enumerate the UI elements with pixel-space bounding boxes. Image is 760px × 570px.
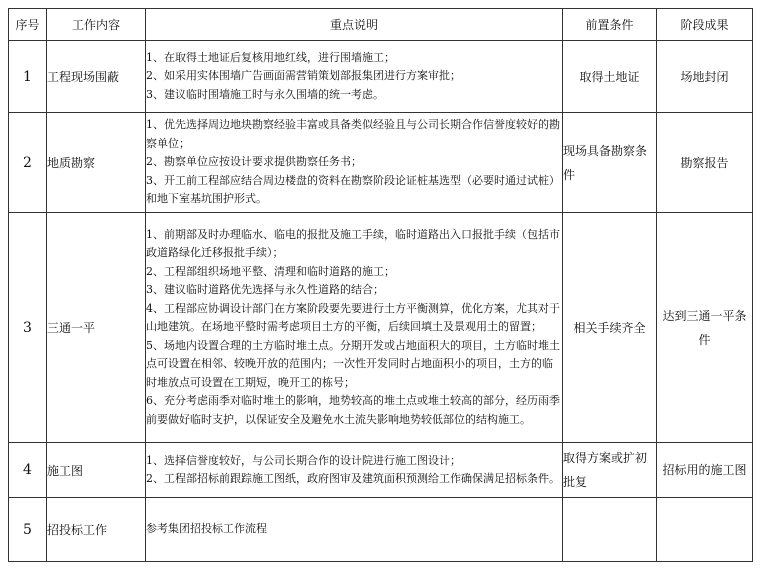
row-work: 招投标工作: [47, 498, 146, 562]
row-number: 1: [9, 41, 47, 113]
row-number: 4: [9, 443, 47, 498]
row-precondition: 相关手续齐全: [563, 213, 657, 443]
note-line: 2、工程部招标前跟踪施工图纸，政府图审及建筑面积预测给工作确保满足招标条件。: [146, 472, 560, 485]
header-precondition: 前置条件: [563, 9, 657, 41]
table-row: [9, 443, 753, 498]
row-notes: [146, 113, 563, 213]
row-notes: [146, 213, 563, 443]
row-result: [657, 498, 753, 562]
table-header-row: [9, 9, 753, 41]
row-precondition: 现场具备勘察条件: [563, 113, 657, 213]
note-line: 3、建议临时道路优先选择与永久性道路的结合；: [146, 283, 384, 297]
row-notes: [146, 41, 563, 113]
row-precondition: 取得方案或扩初批复: [563, 443, 657, 498]
work-plan-table: [8, 8, 753, 562]
row-work: 施工图: [47, 443, 146, 498]
note-line: 3、建议临时围墙施工时与永久围墙的统一考虑。: [146, 87, 384, 101]
note-line: 3、开工前工程部应结合周边楼盘的资料在勘察阶段论证桩基选型（必要时通过试桩）和地下室基坑围护形式。: [146, 173, 560, 206]
note-line: 1、前期部及时办理临水、临电的报批及施工手续，临时道路出入口报批手续（包括市政道路绿化迁移报批手续）；: [146, 227, 560, 260]
note-line: 1、优先选择周边地块勘察经验丰富或具备类似经验且与公司长期合作信誉度较好的勘察单位；: [146, 118, 560, 150]
note-line: 6、充分考虑雨季对临时堆土的影响，地势较高的堆土点或堆土较高的部分，经历雨季前要做好临时支护，以保证安全及避免水土流失影响地势较低部位的结构施工。: [146, 394, 560, 426]
header-no: 序号: [9, 9, 47, 41]
note-line: 2、工程部组织场地平整、清理和临时道路的施工；: [146, 264, 395, 278]
header-result: 阶段成果: [657, 9, 753, 41]
row-work: 地质勘察: [47, 113, 146, 213]
row-work: 工程现场围蔽: [47, 41, 146, 113]
note-line: 2、如采用实体围墙广告画面需营销策划部报集团进行方案审批；: [146, 69, 461, 83]
row-result: 场地封闭: [657, 41, 753, 113]
note-line: 1、在取得土地证后复核用地红线，进行围墙施工；: [146, 50, 395, 64]
row-notes: [146, 498, 563, 562]
note-line: 参考集团招投标工作流程: [146, 522, 267, 536]
row-number: 5: [9, 498, 47, 562]
row-result: 达到三通一平条件: [657, 213, 753, 443]
row-number: 3: [9, 213, 47, 443]
note-line: 5、场地内设置合理的土方临时堆土点。分期开发或占地面积大的项目，土方临时堆土点可设置在相邻、较晚开放的范围内；一次性开发同时占地面积小的项目，土方的临时堆放点可设置在工期短，晚开工的栋号；: [146, 338, 560, 389]
row-result: 勘察报告: [657, 113, 753, 213]
note-line: 1、选择信誉度较好，与公司长期合作的设计院进行施工图设计；: [146, 453, 461, 467]
note-line: 4、工程部应协调设计部门在方案阶段要先要进行土方平衡测算，优化方案，尤其对于山地建筑。在场地平整时需考虑项目土方的平衡，后续回填土及景观用土的留置；: [146, 301, 560, 334]
table-row: [9, 498, 753, 562]
row-notes: [146, 443, 563, 498]
table-row: [9, 113, 753, 213]
header-notes: 重点说明: [146, 9, 563, 41]
row-number: 2: [9, 113, 47, 213]
table-row: [9, 213, 753, 443]
row-precondition: [563, 498, 657, 562]
note-line: 2、勘察单位应按设计要求提供勘察任务书；: [146, 155, 362, 169]
header-work: 工作内容: [47, 9, 146, 41]
row-work: 三通一平: [47, 213, 146, 443]
table-row: [9, 41, 753, 113]
row-result: 招标用的施工图: [657, 443, 753, 498]
row-precondition: 取得土地证: [563, 41, 657, 113]
